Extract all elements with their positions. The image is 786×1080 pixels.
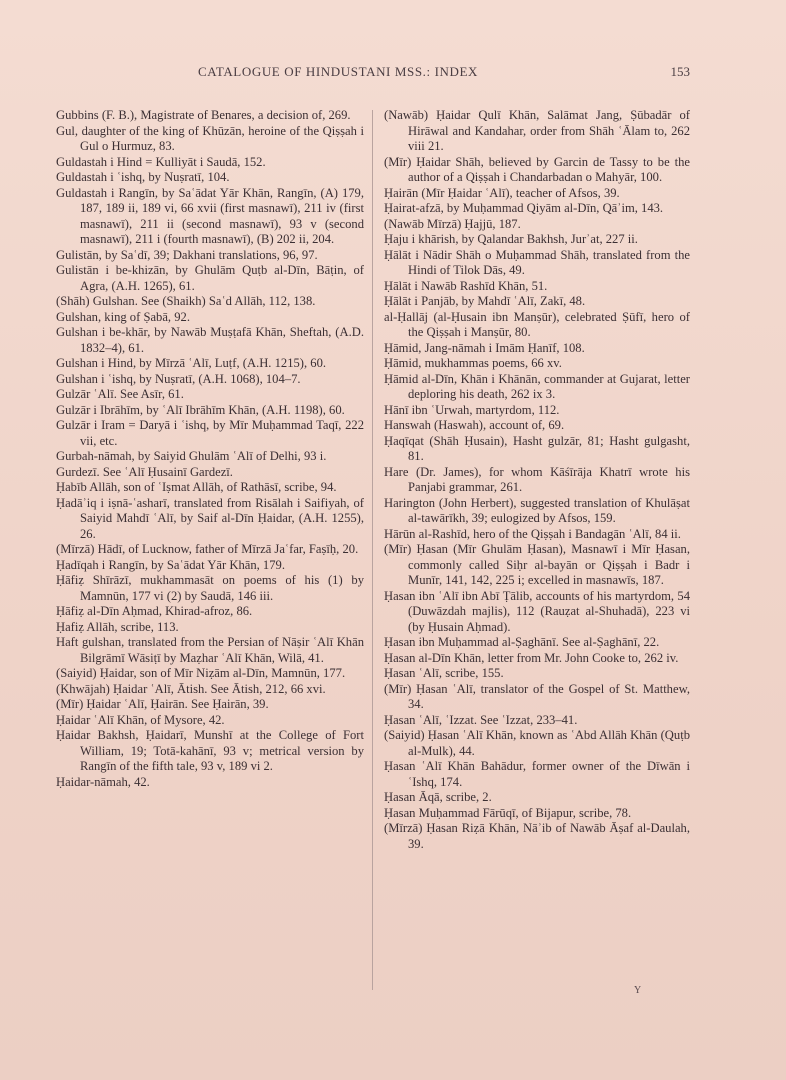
index-entry: (Mīr) Ḥasan ʿAlī, translator of the Gospel of St. Matthew, 34. [384,681,690,711]
index-entry: Gulshan i Hind, by Mīrzā ʿAlī, Luṭf, (A.H. 1215), 60. [56,356,327,370]
index-entry: Gulistān, by Saʿdī, 39; Dakhani translations, 96, 97. [56,247,318,262]
index-entry: Ḥasan al-Dīn Khān, letter from Mr. John Cooke to, 262 iv. [384,650,679,665]
index-entry: Ḥafiẓ Allāh, scribe, 113. [56,619,179,634]
index-entry: Ḥāmid, Jang-nāmah i Imām Ḥanīf, 108. [384,340,585,355]
index-entry: Ḥabīb Allāh, son of ʿIṣmat Allāh, of Rathāsī, scribe, 94. [56,480,337,494]
index-entry: Ḥāmid, mukhammas poems, 66 xv. [384,356,562,370]
index-entry: Gulzār i Ibrāhīm, by ʿAlī Ibrāhīm Khān, (A.H. 1198), 60. [56,402,345,417]
index-entry: Ḥālāt i Nawāb Rashīd Khān, 51. [384,278,548,293]
index-entry: Gulzār ʿAlī. See Asīr, 61. [56,387,184,401]
index-entry: Hare (Dr. James), for whom Kāśīrāja Khatrī wrote his Panjabi grammar, 261. [384,464,690,494]
index-entry: Ḥaqīqat (Shāh Ḥusain), Hasht gulzār, 81; Hasht gulgasht, 81. [384,433,690,463]
index-entry: (Mīr) Ḥaidar Shāh, believed by Garcin de Tassy to be the author of a Qiṣṣah i Chandarbadan o Mahyār, 100. [384,154,690,184]
index-entry: (Nawāb) Ḥaidar Qulī Khān, Salāmat Jang, Ṣūbadār of Hirāwal and Kandahar, order from Shāh ʿĀlam to, 262 viii 21. [384,108,690,153]
index-entry: Ḥairān (Mīr Ḥaidar ʿAlī), teacher of Afsos, 39. [384,185,620,200]
index-entry: Hārūn al-Rashīd, hero of the Qiṣṣah i Bandagān ʿAlī, 84 ii. [384,526,681,541]
index-entry: Ḥaidar ʿAlī Khān, of Mysore, 42. [56,712,225,727]
index-entry: Ḥāmid al-Dīn, Khān i Khānān, commander at Gujarat, letter deploring his death, 262 ix 3. [384,371,690,401]
index-entry: Ḥasan ibn Muḥammad al-Ṣaghānī. See al-Ṣaghānī, 22. [384,635,660,649]
index-entry: Ḥasan ʿAlī Khān Bahādur, former owner of the Dīwān i ʿIshq, 174. [384,759,690,789]
index-entry: (Mīrzā) Hādī, of Lucknow, father of Mīrzā Jaʿfar, Faṣīḥ, 20. [56,542,359,556]
index-column-left [56,108,364,790]
index-entry: Gulshan i be-khār, by Nawāb Muṣṭafā Khān, Sheftah, (A.D. 1832–4), 61. [56,325,364,355]
index-entry: (Saiyid) Ḥaidar, son of Mīr Niẓām al-Dīn, Mamnūn, 177. [56,666,346,680]
index-entry: Haft gulshan, translated from the Persian of Nāṣir ʿAlī Khān Bilgrāmī Wāsiṭī by Maẓhar ʿAlī Khān, Wilā, 41. [56,635,364,665]
index-entry: (Mīrzā) Ḥasan Riẓā Khān, Nāʾib of Nawāb Āṣaf al-Daulah, 39. [384,821,690,851]
index-entry: Ḥālāt i Nādir Shāh o Muḥammad Shāh, translated from the Hindi of Tilok Dās, 49. [384,247,690,277]
index-entry: Ḥadīqah i Rangīn, by Saʿādat Yār Khān, 179. [56,557,285,572]
index-entry: Ḥālāt i Panjāb, by Mahdī ʿAlī, Zakī, 48. [384,294,586,308]
index-entry: Gulshan, king of Ṣabā, 92. [56,309,190,324]
index-entry: Gurdezī. See ʿAlī Ḥusainī Gardezī. [56,464,233,479]
index-entry: Gulistān i be-khizān, by Ghulām Quṭb al-Dīn, Bāṭin, of Agra, (A.H. 1265), 61. [56,263,364,293]
index-entry: Hanswah (Haswah), account of, 69. [384,418,565,432]
index-entry: Ḥasan ʿAlī, scribe, 155. [384,666,504,680]
running-title: CATALOGUE OF HINDUSTANI MSS.: INDEX [198,64,479,79]
index-entry: (Mīr) Ḥasan (Mīr Ghulām Ḥasan), Masnawī i Mīr Ḥasan, commonly called Siḥr al-bayān or Qiṣṣah i Badr i Munīr, 141, 142, 225 i; excelled in masnawīs, 187. [384,542,690,587]
index-entry: Ḥāfiẓ Shīrāzī, mukhammasāt on poems of his (1) by Mamnūn, 177 vi (2) by Saudā, 146 iii. [56,573,364,603]
index-entry: (Mīr) Ḥaidar ʿAlī, Ḥairān. See Ḥairān, 39. [56,697,269,711]
index-entry: (Nawāb Mīrzā) Ḥajjū, 187. [384,216,521,231]
index-entry: Guldastah i Rangīn, by Saʿādat Yār Khān, Rangīn, (A) 179, 187, 189 ii, 189 vi, 66 xvii (first masnawī), 211 iv (first masnawī), 211 ii (second masnawī), 93 v (second masnawī), 211 i (fourth masnawī), (B) 202 ii, 204. [56,185,364,246]
index-entry: Harington (John Herbert), suggested translation of Khulāṣat al-tawārīkh, 39; eulogized by Afsos, 159. [384,495,690,525]
index-entry: Ḥaidar Bakhsh, Ḥaidarī, Munshī at the College of Fort William, 19; Totā-kahānī, 93 v; metrical version by Rangīn of the fifth tale, 93 v, 189 vi 2. [56,728,364,773]
page-header [0,64,786,86]
index-entry: (Shāh) Gulshan. See (Shaikh) Saʿd Allāh, 112, 138. [56,294,316,308]
index-entry: Guldastah i Hind = Kulliyāt i Saudā, 152. [56,154,266,169]
index-entry: Gulzār i Iram = Daryā i ʿishq, by Mīr Muḥammad Taqī, 222 vii, etc. [56,418,364,448]
index-entry: Gurbah-nāmah, by Saiyid Ghulām ʿAlī of Delhi, 93 i. [56,449,327,463]
index-entry: (Khwājah) Ḥaidar ʿAlī, Ātish. See Ātish, 212, 66 xvi. [56,681,326,696]
index-entry: Ḥadāʾiq i iṣnā-ʿasharī, translated from Risālah i Saifiyah, of Saiyid Mahdī ʿAlī, by Saif al-Dīn Ḥaidar, (A.H. 1255), 26. [56,495,364,541]
index-entry: Gubbins (F. B.), Magistrate of Benares, a decision of, 269. [56,108,351,122]
page-number: 153 [670,64,690,79]
index-entry: Ḥāfiẓ al-Dīn Aḥmad, Khirad-afroz, 86. [56,604,253,618]
index-entry: Ḥaidar-nāmah, 42. [56,774,150,789]
index-entry: Ḥairat-afzā, by Muḥammad Qiyām al-Dīn, Qāʾim, 143. [384,201,664,215]
index-entry: Gulshan i ʿishq, by Nuṣratī, (A.H. 1068), 104–7. [56,371,301,386]
index-entry: Hānī ibn ʿUrwah, martyrdom, 112. [384,402,560,417]
index-entry: Guldastah i ʿishq, by Nuṣratī, 104. [56,170,230,184]
index-entry: Ḥasan ʿAlī, ʿIzzat. See ʿIzzat, 233–41. [384,712,578,727]
signature-mark: Y [634,985,642,996]
index-entry: Ḥasan ibn ʿAlī ibn Abī Ṭālib, accounts of his martyrdom, 54 (Duwāzdah majlis), 112 (Rauẓat al-Shuhadā), 223 vi (by Ḥusain Aḥmad). [384,588,690,634]
index-entry: (Saiyid) Ḥasan ʿAlī Khān, known as ʿAbd Allāh Khān (Quṭb al-Mulk), 44. [384,728,690,758]
index-entry: Gul, daughter of the king of Khūzān, heroine of the Qiṣṣah i Gul o Hurmuz, 83. [56,123,364,153]
index-entry: Ḥaju i khārish, by Qalandar Bakhsh, Jurʾat, 227 ii. [384,232,638,246]
index-entry: Ḥasan Muḥammad Fārūqī, of Bijapur, scribe, 78. [384,805,632,820]
index-entry: al-Ḥallāj (al-Ḥusain ibn Manṣūr), celebrated Ṣūfī, hero of the Qiṣṣah i Manṣūr, 80. [384,309,690,339]
index-column-right [384,108,690,852]
column-divider [372,110,373,990]
index-entry: Ḥasan Āqā, scribe, 2. [384,790,492,804]
